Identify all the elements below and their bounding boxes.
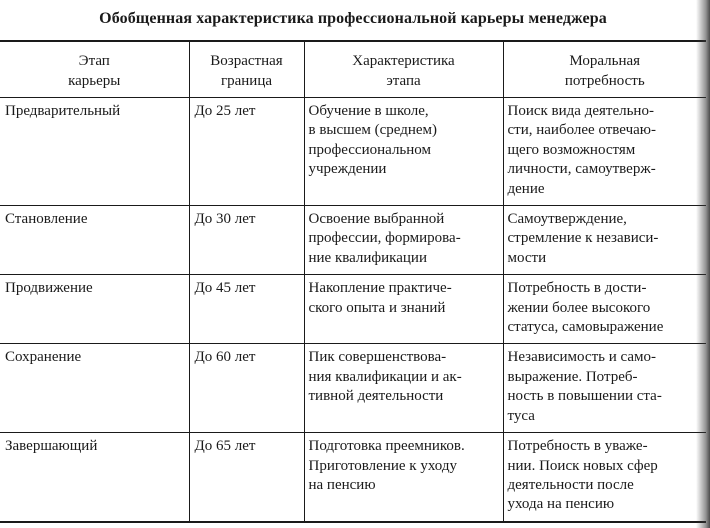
cell-age: До 60 лет xyxy=(189,344,304,433)
cell-age: До 65 лет xyxy=(189,433,304,522)
cell-need: Независимость и само- выражение. Потреб- ность в повышении ста- туса xyxy=(503,344,706,433)
cell-stage: Завершающий xyxy=(0,433,189,522)
cell-characteristic: Подготовка преемников. Приготовление к уходу на пенсию xyxy=(304,433,503,522)
header-need: Моральная потребность xyxy=(503,41,706,98)
header-characteristic: Характеристика этапа xyxy=(304,41,503,98)
header-stage: Этап карьеры xyxy=(0,41,189,98)
cell-age: До 45 лет xyxy=(189,275,304,344)
table-row xyxy=(0,344,706,433)
cell-characteristic: Освоение выбранной профессии, формирова- ние квалификации xyxy=(304,206,503,275)
cell-stage: Предварительный xyxy=(0,98,189,206)
cell-characteristic: Пик совершенствова- ния квалификации и ак- тивной деятельности xyxy=(304,344,503,433)
header-age: Возрастная граница xyxy=(189,41,304,98)
cell-age: До 30 лет xyxy=(189,206,304,275)
cell-need: Потребность в уваже- нии. Поиск новых сфер деятельности после ухода на пенсию xyxy=(503,433,706,522)
table-row xyxy=(0,275,706,344)
page-edge-shadow xyxy=(696,0,710,528)
cell-stage: Продвижение xyxy=(0,275,189,344)
cell-age: До 25 лет xyxy=(189,98,304,206)
table-title: Обобщенная характеристика профессиональной карьеры менеджера xyxy=(99,10,607,27)
table-row xyxy=(0,98,706,206)
cell-characteristic: Накопление практиче- ского опыта и знаний xyxy=(304,275,503,344)
career-table xyxy=(0,40,706,523)
cell-need: Самоутверждение, стремление к независи- мости xyxy=(503,206,706,275)
cell-need: Поиск вида деятельно- сти, наиболее отвечаю- щего возможностям личности, самоутверж- дение xyxy=(503,98,706,206)
table-header-row xyxy=(0,41,706,98)
cell-stage: Сохранение xyxy=(0,344,189,433)
cell-stage: Становление xyxy=(0,206,189,275)
table-row xyxy=(0,206,706,275)
table-row xyxy=(0,433,706,522)
career-table-wrapper xyxy=(0,40,706,523)
cell-need: Потребность в дости- жении более высокого статуса, самовыражение xyxy=(503,275,706,344)
cell-characteristic: Обучение в школе, в высшем (среднем) профессиональном учреждении xyxy=(304,98,503,206)
